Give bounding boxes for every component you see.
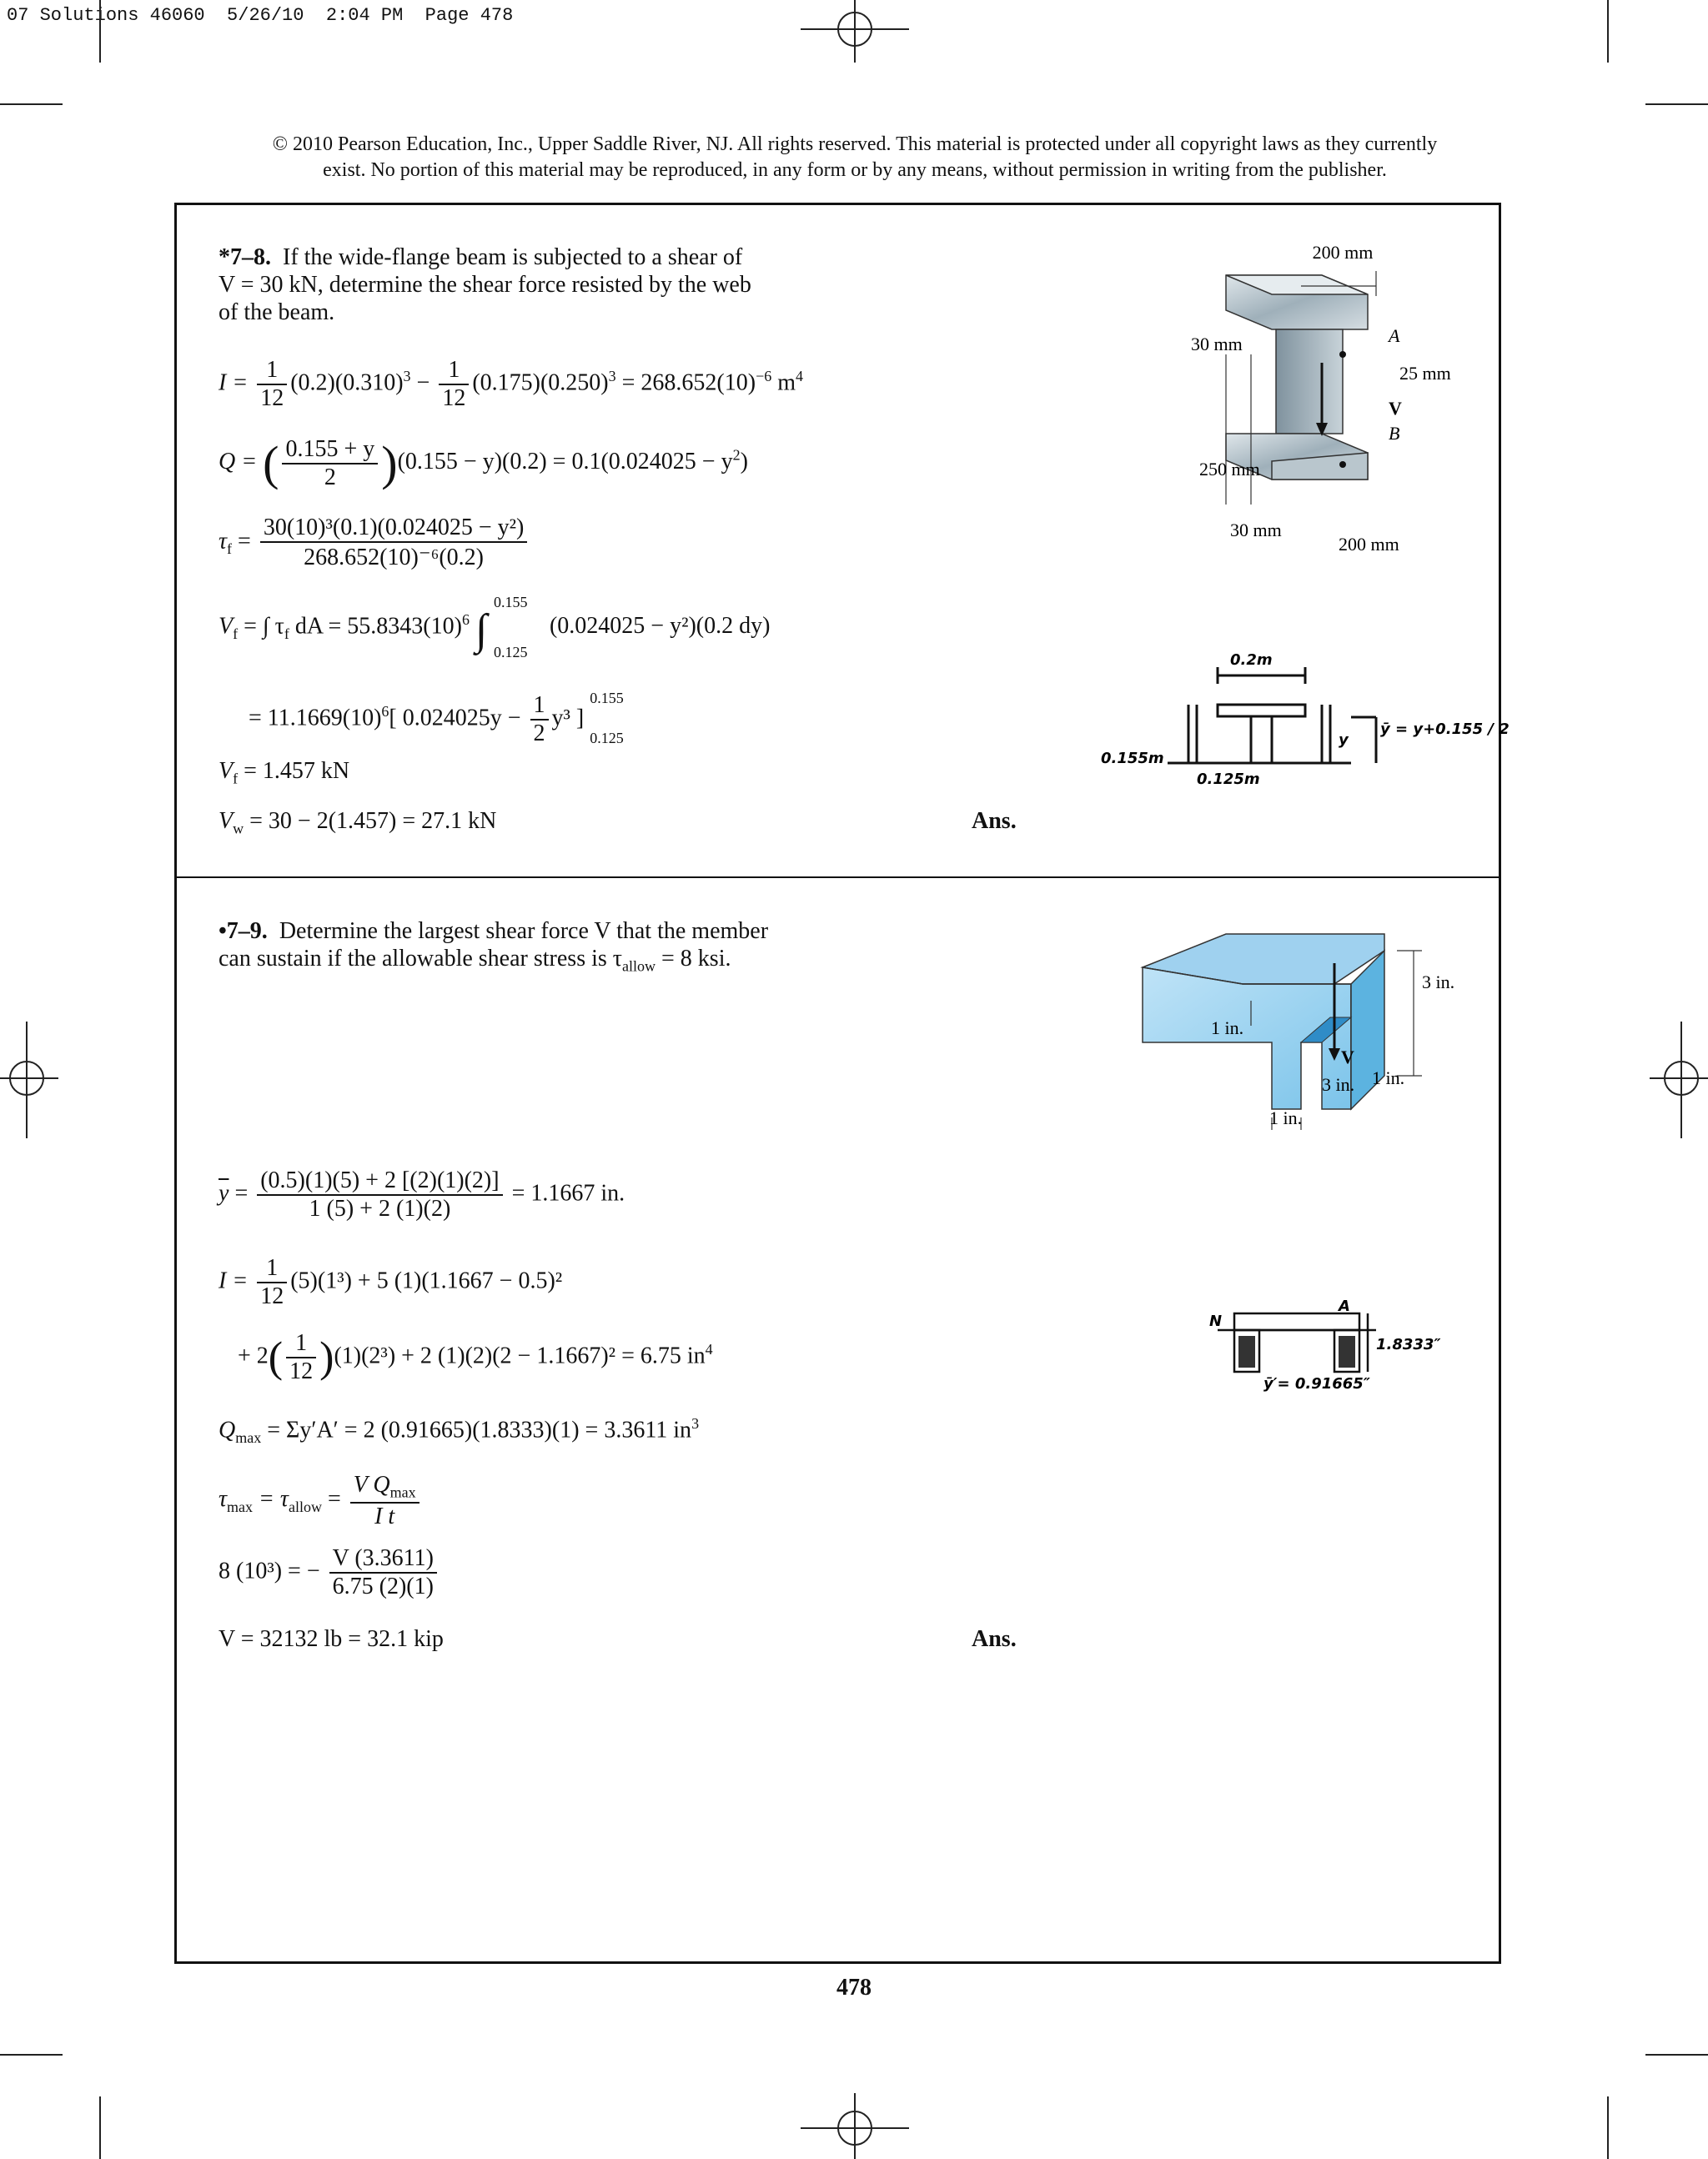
equation-final-v: [219, 1626, 444, 1653]
equation-moment-of-inertia: [219, 357, 803, 412]
den: I t: [374, 1503, 395, 1529]
equation-flange-shear-evaluated: [249, 692, 640, 747]
label-top-thickness: 1 in.: [1211, 1017, 1244, 1038]
v: V: [219, 613, 234, 640]
sketch-ybar: ȳ = y+0.155 / 2: [1380, 721, 1510, 738]
equation-solve: [219, 1545, 440, 1600]
label-bottom-width: 200 mm: [1339, 534, 1399, 555]
tau: τ: [219, 528, 228, 555]
fraction-one-twelfth: [257, 357, 287, 412]
den: 268.652(10)⁻⁶(0.2): [304, 545, 485, 570]
printer-slug: 07 Solutions 46060 5/26/10 2:04 PM Page 478: [7, 5, 514, 26]
num-sub: max: [389, 1484, 416, 1501]
v: V: [219, 758, 234, 784]
label-top-width: 200 mm: [1312, 242, 1374, 263]
copyright-line-1: © 2010 Pearson Education, Inc., Upper Saddle River, NJ. All rights reserved. This material is protected under all copyright laws as they currently: [272, 133, 1438, 155]
problem-number: *7–8.: [219, 244, 271, 270]
sketch-width: 0.2m: [1230, 651, 1273, 669]
statement-end: = 8 ksi.: [656, 946, 731, 972]
fraction-centroid: [282, 436, 378, 491]
tau: τ: [219, 1486, 228, 1513]
eq: =: [327, 1486, 341, 1513]
bracket: [ 0.024025y −: [389, 705, 521, 731]
sketch-left: 0.155m: [1101, 750, 1164, 767]
upper-limit: 0.155: [493, 594, 528, 610]
v: V: [219, 808, 234, 834]
num: (0.5)(1)(5) + 2 [(2)(1)(2)]: [257, 1167, 502, 1196]
fraction-half: [530, 692, 549, 747]
equation-shear-stress: [219, 515, 530, 571]
term-2: (0.175)(0.250): [472, 369, 609, 396]
den: 12: [260, 385, 284, 411]
sub: w: [233, 820, 244, 837]
label-bottom-flange: 30 mm: [1230, 520, 1282, 540]
channel-member-figure: [1134, 917, 1476, 1134]
minus: −: [306, 1558, 320, 1584]
num: 1: [286, 1330, 316, 1358]
copyright-notice: [183, 132, 1526, 183]
coef: = 11.1669(10): [249, 705, 382, 731]
num: 0.155 + y: [282, 436, 378, 464]
label-side-thickness: 1 in.: [1372, 1067, 1405, 1088]
eq-lhs: Q =: [219, 448, 258, 474]
equation-q-max: [219, 1415, 699, 1447]
sketch-a: A: [1339, 1298, 1350, 1315]
problem-divider: [174, 876, 1501, 878]
label-web-thickness: 25 mm: [1399, 363, 1451, 384]
minus: −: [416, 369, 430, 396]
fraction-stress: [260, 515, 528, 571]
label-point-a: A: [1389, 325, 1400, 346]
rest: (0.155 − y)(0.2) = 0.1(0.024025 − y: [397, 448, 733, 474]
result: = 268.652(10): [621, 369, 756, 396]
sub: max: [235, 1428, 262, 1446]
rest: = Σy′A′ = 2 (0.91665)(1.8333)(1) = 3.3611 in: [267, 1417, 692, 1444]
statement-line-2: can sustain if the allowable shear stress is τ: [219, 946, 623, 972]
equation-tau-max: [219, 1472, 423, 1530]
label-top-flange: 30 mm: [1191, 334, 1243, 354]
sub: f: [233, 770, 239, 787]
q: Q: [219, 1417, 236, 1444]
eq: =: [238, 528, 251, 555]
sub: f: [284, 625, 289, 643]
tau-allow: = τ: [259, 1486, 289, 1513]
result: = 30 − 2(1.457) = 27.1 kN: [249, 808, 497, 834]
page-number: 478: [836, 1975, 872, 2001]
den: 1 (5) + 2 (1)(2): [309, 1196, 451, 1222]
rest: (5)(1³) + 5 (1)(1.1667 − 0.5)²: [290, 1268, 563, 1294]
den: 2: [324, 464, 336, 490]
answer-marker: Ans.: [972, 808, 1017, 834]
fraction-solve: [329, 1545, 437, 1600]
num: 1: [439, 357, 469, 385]
sketch-y: y: [1339, 731, 1349, 749]
num: 30(10)³(0.1)(0.024025 − y²): [260, 515, 528, 543]
den: 6.75 (2)(1): [332, 1574, 434, 1599]
equation-flange-shear-integral: [219, 594, 771, 660]
den: 12: [289, 1358, 314, 1384]
label-shear: V: [1341, 1047, 1354, 1067]
answer-marker-2: Ans.: [972, 1626, 1017, 1652]
sketch-ybar: ȳ′= 0.91665″: [1263, 1375, 1370, 1393]
label-point-b: B: [1389, 423, 1400, 444]
sketch-dim: 1.8333″: [1376, 1336, 1441, 1353]
problem-7-9-statement: [219, 917, 819, 981]
num: V (3.3611): [329, 1545, 437, 1574]
hand-sketch-channel: [1201, 1298, 1451, 1393]
exp: 6: [381, 703, 389, 721]
exp: −6: [756, 368, 772, 385]
fraction-one-twelfth-2: [286, 1330, 316, 1385]
fraction-centroid: [257, 1167, 502, 1223]
hand-sketch-beam-section: [1101, 646, 1510, 792]
label-bottom-thickness: 1 in.: [1269, 1107, 1303, 1128]
upper-limit: 0.155: [590, 690, 624, 706]
statement-line-2: V = 30 kN, determine the shear force resisted by the web: [219, 272, 751, 298]
exp: 4: [796, 368, 803, 385]
sub: max: [227, 1498, 254, 1515]
statement-line-1: Determine the largest shear force V that the member: [279, 918, 769, 944]
equation-first-moment: Q = ( $\frac{0.155 + y}{2}$ )$(0.155 - y)(0.2) = 0.1(0.024025 - y^2)$: [219, 435, 748, 490]
sub: f: [233, 625, 239, 643]
wide-flange-beam-figure: [1176, 238, 1476, 563]
fraction-one-twelfth: [257, 1255, 287, 1310]
den: 12: [260, 1283, 284, 1309]
den: 12: [442, 385, 466, 411]
exp: 2: [732, 446, 741, 464]
exp: 3: [608, 368, 616, 385]
result: = 1.1667 in.: [511, 1180, 625, 1207]
close: ): [740, 448, 748, 474]
label-depth: 250 mm: [1199, 459, 1260, 479]
equation-inertia-1: [219, 1255, 562, 1310]
problem-7-8-statement: [219, 244, 802, 326]
equation-flange-shear-result: [219, 758, 349, 788]
num: 1: [257, 1255, 287, 1283]
y-cubed: y³ ]: [551, 705, 585, 731]
integral-part: = ∫ τ: [244, 613, 284, 640]
lower-limit: 0.125: [590, 730, 624, 746]
lhs: + 2: [238, 1343, 269, 1369]
fraction-one-twelfth-2: [439, 357, 469, 412]
exp: 6: [461, 611, 470, 629]
equation-centroid: $\overline{y}$ = $\frac{(0.5)(1)(5) + 2 [(2)(1)(2)]}{1 (5) + 2 (1)(2)}$ = 1.1667 in.: [219, 1167, 625, 1222]
problem-number: •7–9.: [219, 918, 268, 944]
statement-line-3: of the beam.: [219, 299, 335, 325]
integral-part-2: dA = 55.8343(10): [289, 613, 462, 640]
label-inner-width: 3 in.: [1322, 1074, 1355, 1095]
eq-lhs: I =: [219, 369, 249, 396]
num: 1: [530, 692, 549, 721]
den: 2: [533, 721, 545, 746]
term-1: (0.2)(0.310): [290, 369, 404, 396]
result: V = 32132 lb = 32.1 kip: [219, 1626, 444, 1652]
lhs: 8 (10³) =: [219, 1558, 301, 1584]
lower-limit: 0.125: [493, 644, 528, 660]
equation-web-shear: [219, 808, 496, 838]
statement-line-1: If the wide-flange beam is subjected to a shear of: [283, 244, 743, 270]
label-shear: V: [1389, 398, 1402, 419]
exp: 4: [705, 1341, 713, 1358]
copyright-line-2: exist. No portion of this material may be reproduced, in any form or by any means, without permission in writing from the publisher.: [323, 159, 1387, 181]
lhs: I =: [219, 1268, 249, 1294]
sub: f: [227, 540, 233, 558]
tau-subscript: allow: [622, 957, 656, 975]
exp: 3: [403, 368, 411, 385]
fraction-shear-formula: [350, 1472, 419, 1530]
integral-sign: ∫: [475, 606, 488, 654]
result: = 1.457 kN: [244, 758, 350, 784]
sub: allow: [288, 1498, 322, 1515]
rest: (1)(2³) + 2 (1)(2)(2 − 1.1667)² = 6.75 in: [334, 1343, 706, 1369]
integrand: (0.024025 − y²)(0.2 dy): [549, 613, 771, 640]
equation-inertia-2: + 2( $\frac{1}{12}$ )(1)(2³) + 2 (1)(2)(2 − 1.1667)² = 6.75 $in^4$: [238, 1330, 713, 1384]
num: 1: [257, 357, 287, 385]
sketch-web: 0.125m: [1197, 771, 1260, 788]
sketch-n: N: [1209, 1313, 1223, 1330]
exp: 3: [691, 1415, 700, 1432]
num: V Q: [353, 1472, 390, 1498]
label-height: 3 in.: [1422, 972, 1455, 992]
unit: m: [771, 369, 796, 396]
